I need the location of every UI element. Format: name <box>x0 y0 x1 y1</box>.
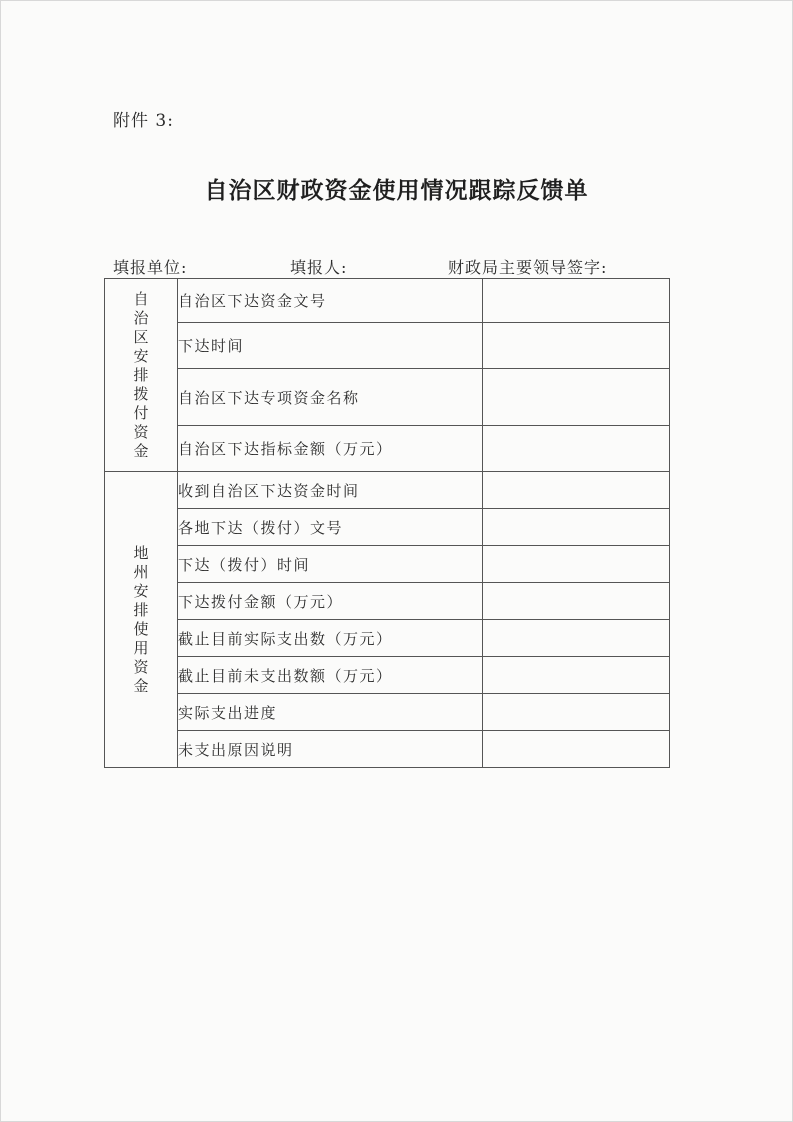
table-row <box>105 426 670 472</box>
fill-unit-label: 填报单位: <box>113 258 188 277</box>
section-heading: 地州安排使用资金 <box>133 543 149 695</box>
row-value-cell[interactable] <box>483 657 670 694</box>
leader-signature-label: 财政局主要领导签字: <box>448 258 608 277</box>
row-label: 未支出原因说明 <box>178 731 483 768</box>
row-value-cell[interactable] <box>483 583 670 620</box>
table-row <box>105 369 670 426</box>
row-value-cell[interactable] <box>483 694 670 731</box>
row-label: 收到自治区下达资金时间 <box>178 472 483 509</box>
section-heading-region <box>105 472 178 768</box>
row-label: 实际支出进度 <box>178 694 483 731</box>
table-row <box>105 279 670 323</box>
table-row <box>105 657 670 694</box>
row-label: 自治区下达指标金额（万元） <box>178 426 483 472</box>
table-row <box>105 620 670 657</box>
table-row <box>105 694 670 731</box>
table-row <box>105 731 670 768</box>
row-label: 截止目前未支出数额（万元） <box>178 657 483 694</box>
table-row <box>105 546 670 583</box>
row-value-cell[interactable] <box>483 620 670 657</box>
section-heading: 自治区安排拨付资金 <box>133 289 149 460</box>
row-value-cell[interactable] <box>483 426 670 472</box>
row-label: 各地下达（拨付）文号 <box>178 509 483 546</box>
row-label: 下达（拨付）时间 <box>178 546 483 583</box>
row-value-cell[interactable] <box>483 323 670 369</box>
feedback-form-table <box>104 278 670 768</box>
row-value-cell[interactable] <box>483 472 670 509</box>
table-row <box>105 509 670 546</box>
row-label: 下达拨付金额（万元） <box>178 583 483 620</box>
row-label: 自治区下达资金文号 <box>178 279 483 323</box>
row-value-cell[interactable] <box>483 369 670 426</box>
attachment-label: 附件 3: <box>113 111 174 131</box>
row-value-cell[interactable] <box>483 509 670 546</box>
row-value-cell[interactable] <box>483 279 670 323</box>
row-value-cell[interactable] <box>483 731 670 768</box>
document-title: 自治区财政资金使用情况跟踪反馈单 <box>204 177 589 204</box>
section-heading-region <box>105 279 178 472</box>
filler-label: 填报人: <box>290 258 348 277</box>
row-label: 自治区下达专项资金名称 <box>178 369 483 426</box>
row-label: 下达时间 <box>178 323 483 369</box>
row-label: 截止目前实际支出数（万元） <box>178 620 483 657</box>
table-row <box>105 323 670 369</box>
table-row <box>105 583 670 620</box>
table-row <box>105 472 670 509</box>
row-value-cell[interactable] <box>483 546 670 583</box>
